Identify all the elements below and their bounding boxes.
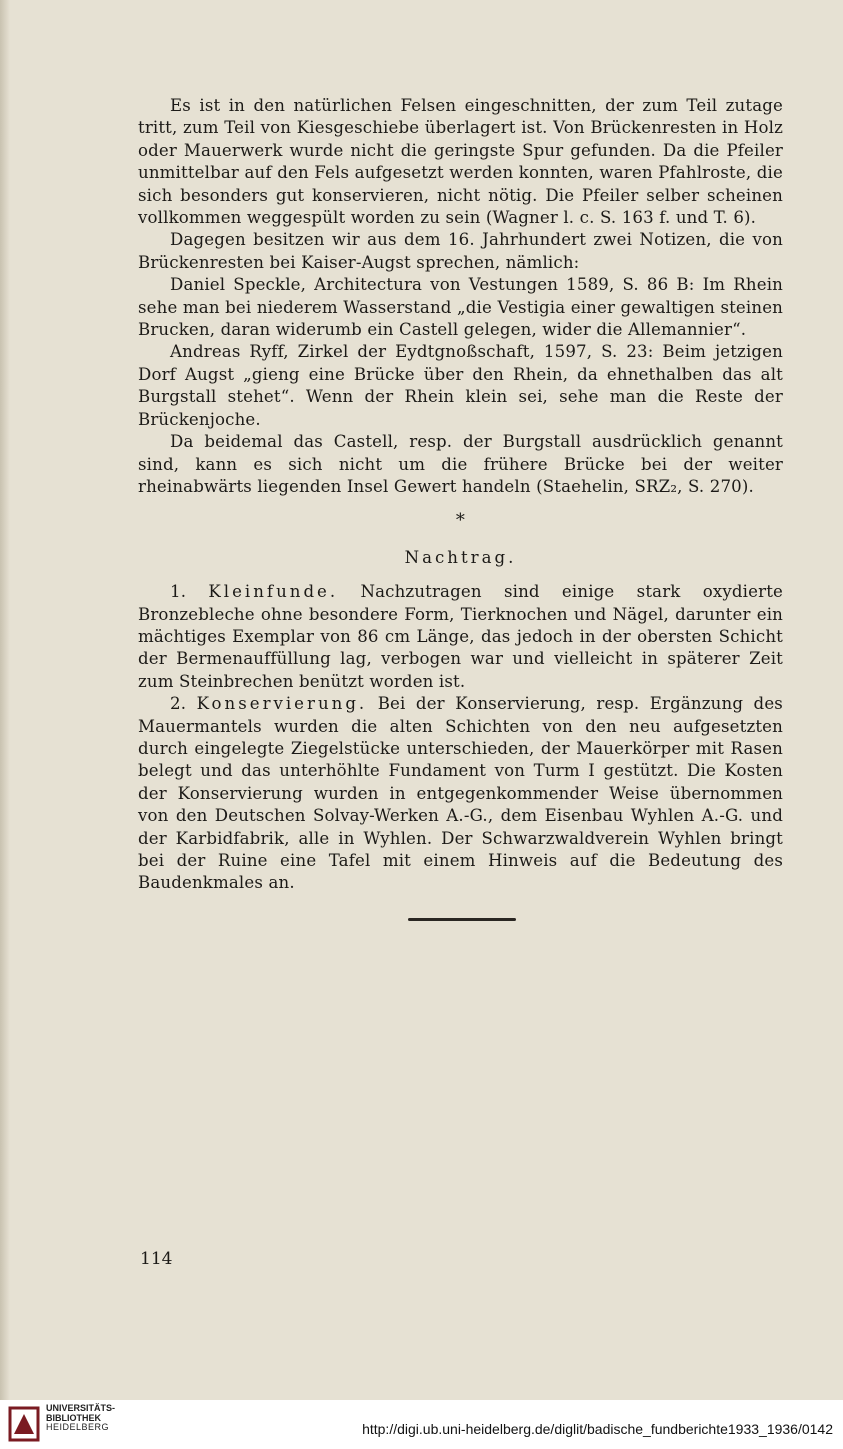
paragraph: Da beidemal das Castell, resp. der Burgstall ausdrücklich genannt sind, kann es sich nicht um die frühere Brücke bei der weiter rheinabwärts liegenden Insel Gewert handeln (Staehelin, SRZ₂, S. 270). <box>138 432 783 496</box>
item-number: 2. <box>170 694 187 714</box>
library-name <box>46 1404 115 1433</box>
source-url[interactable]: http://digi.ub.uni-heidelberg.de/diglit/badische_fundberichte1933_1936/0142 <box>362 1421 833 1437</box>
item-title: Konservierung. <box>196 694 368 714</box>
paragraph: Daniel Specklе, Architectura von Vestungen 1589, S. 86 B: Im Rhein sehe man bei niederem Wasserstand „die Vestigia einer gewaltigen steinen Brucken, daran widerumb ein Castell gelegen, wider die Allemannier“. <box>138 275 783 340</box>
section-separator: * <box>455 510 466 532</box>
library-line: HEIDELBERG <box>46 1422 110 1432</box>
section-heading: Nachtrag. <box>404 547 517 567</box>
item-text: Bei der Konservierung, resp. Ergänzung des Mauermantels wurden die alten Schichten von den neu aufgesetzten durch eingelegte Ziegelstücke unterschieden, der Mauerkörper mit Rasen belegt und das unterhöhlte Fundament von Turm I gestützt. Die Kosten der Konservierung wurden in entgegenkommender Weise übernommen von den Deutschen Solvay-Werken A.-G., dem Eisenbau Wyhlen A.-G. und der Karbidfabrik, alle in Wyhlen. Der Schwarzwaldverein Wyhlen bringt bei der Ruine eine Tafel mit einem Hinweis auf die Bedeutung des Baudenkmales an. <box>138 694 783 893</box>
end-rule <box>408 918 516 921</box>
item-text: Nachzutragen sind einige stark oxydierte Bronzebleche ohne besondere Form, Tierknochen und Nägel, darunter ein mächtiges Exemplar von 86 cm Länge, das jedoch in der obersten Schicht der Bermenauffüllung lag, verbogen war und vielleicht in späterer Zeit zum Steinbrechen benützt worden ist. <box>138 582 783 691</box>
paragraph: Es ist in den natürlichen Felsen eingeschnitten, der zum Teil zutage tritt, zum Teil von Kiesgeschiebe überlagert ist. Von Brückenresten in Holz oder Mauerwerk wurde nicht die geringste Spur gefunden. Da die Pfeiler unmittelbar auf den Fels aufgesetzt werden konnten, waren Pfahlroste, die sich besonders gut konservieren, nicht nötig. Die Pfeiler selber scheinen vollkommen weggespült worden zu sein (Wagner l. c. S. 163 f. und T. 6). <box>138 96 783 228</box>
list-item <box>138 581 783 693</box>
library-line: UNIVERSITÄTS- <box>46 1403 116 1413</box>
body-text <box>138 95 783 895</box>
item-title: Kleinfunde. <box>208 582 339 602</box>
paragraph: Andreas Ryff, Zirkel der Eydtgnoßschaft, 1597, S. 23: Beim jetzigen Dorf Augst „gieng eine Brücke über den Rhein, da ehnethalben das alt Burgstall stehet“. Wenn der Rhein klein sei, sehe man die Reste der Brückenjoche. <box>138 342 783 429</box>
list-item <box>138 693 783 895</box>
library-logo-icon <box>8 1406 40 1442</box>
library-line: BIBLIOTHEK <box>46 1412 101 1423</box>
paragraph: Dagegen besitzen wir aus dem 16. Jahrhundert zwei Notizen, die von Brückenresten bei Kaiser-Augst sprechen, nämlich: <box>138 230 783 272</box>
page-number: 114 <box>140 1249 173 1269</box>
item-number: 1. <box>170 582 187 602</box>
